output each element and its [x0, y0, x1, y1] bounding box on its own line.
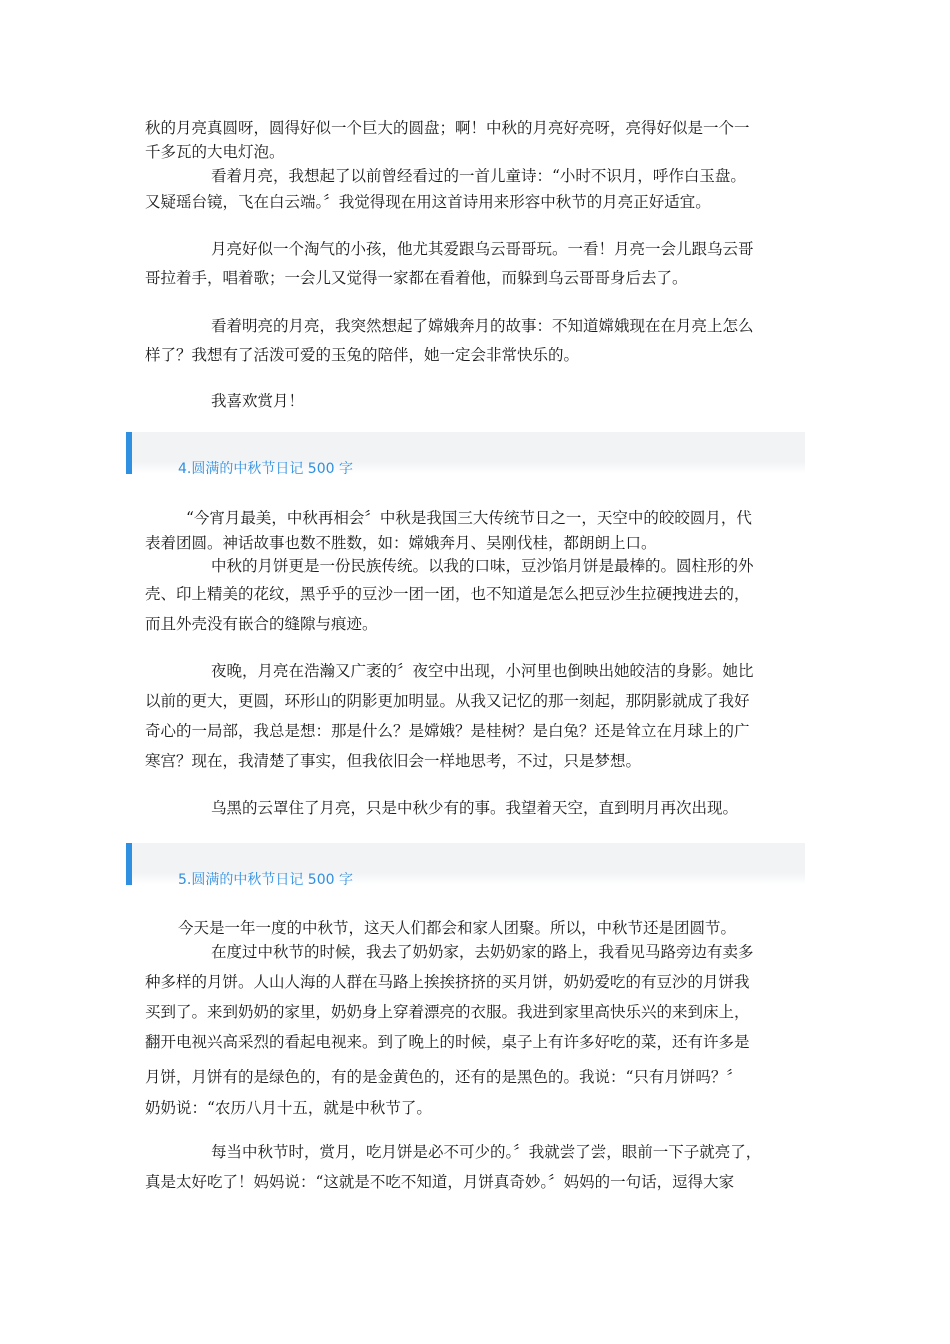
paragraph-line: 乌黑的云罩住了月亮，只是中秋少有的事。我望着天空，直到明月再次出现。 [211, 799, 739, 817]
paragraph-line: 中秋的月饼更是一份民族传统。以我的口味，豆沙馅月饼是最棒的。圆柱形的外 [211, 557, 754, 575]
paragraph-line: 每当中秋节时，赏月，吃月饼是必不可少的。〞我就尝了尝，眼前一下子就亮了， [211, 1143, 762, 1161]
paragraph-line: 奇心的一局部，我总是想：那是什么？是嫦娥？是桂树？是白兔？还是耸立在月球上的广 [145, 722, 750, 740]
paragraph-line: 我喜欢赏月！ [211, 392, 305, 410]
paragraph-line: 种多样的月饼。人山人海的人群在马路上挨挨挤挤的买月饼，奶奶爱吃的有豆沙的月饼我 [145, 973, 750, 991]
section-heading-text: 5.圆满的中秋节日记 500 字 [178, 872, 353, 888]
paragraph-line: 样了？我想有了活泼可爱的玉兔的陪伴，她一定会非常快乐的。 [145, 346, 580, 364]
paragraph-line: 夜晚，月亮在浩瀚又广袤的〞夜空中出现，小河里也倒映出她皎洁的身影。她比 [211, 662, 754, 680]
paragraph-line: 买到了。来到奶奶的家里，奶奶身上穿着漂亮的衣服。我进到家里高快乐兴的来到床上， [145, 1003, 750, 1021]
section-heading-text: 4.圆满的中秋节日记 500 字 [178, 461, 353, 477]
heading-accent-bar [126, 432, 132, 474]
paragraph-line: 哥拉着手，唱着歌；一会儿又觉得一家都在看着他，而躲到乌云哥哥身后去了。 [145, 269, 688, 287]
paragraph-line: 又疑瑶台镜，飞在白云端。〞我觉得现在用这首诗用来形容中秋节的月亮正好适宜。 [145, 193, 711, 211]
paragraph-line: 寒宫？现在，我清楚了事实，但我依旧会一样地思考，不过，只是梦想。 [145, 752, 642, 770]
paragraph-line: 秋的月亮真圆呀，圆得好似一个巨大的圆盘；啊！中秋的月亮好亮呀，亮得好似是一个一 [145, 119, 750, 137]
paragraph-line: “今宵月最美，中秋再相会〞中秋是我国三大传统节日之一，天空中的皎皎圆月，代 [186, 509, 752, 527]
paragraph-line: 表着团圆。神话故事也数不胜数，如：嫦娥奔月、吴刚伐桂，都朗朗上口。 [145, 534, 657, 552]
paragraph-line: 看着明亮的月亮，我突然想起了嫦娥奔月的故事：不知道嫦娥现在在月亮上怎么 [211, 317, 754, 335]
paragraph-line: 在度过中秋节的时候，我去了奶奶家，去奶奶家的路上，我看见马路旁边有卖多 [211, 943, 754, 961]
paragraph-line: 千多瓦的大电灯泡。 [145, 143, 285, 161]
heading-accent-bar [126, 843, 132, 885]
paragraph-line: 壳、印上精美的花纹，黑乎乎的豆沙一团一团，也不知道是怎么把豆沙生拉硬拽进去的， [145, 585, 750, 603]
paragraph-line: 月亮好似一个淘气的小孩，他尤其爱跟乌云哥哥玩。一看！月亮一会儿跟乌云哥 [211, 240, 754, 258]
paragraph-line: 以前的更大，更圆，环形山的阴影更加明显。从我又记忆的那一刻起，那阴影就成了我好 [145, 692, 750, 710]
section-heading-5 [126, 843, 805, 888]
paragraph-line: 奶奶说：“农历八月十五，就是中秋节了。 [145, 1099, 432, 1117]
paragraph-line: 翻开电视兴高采烈的看起电视来。到了晚上的时候，桌子上有许多好吃的菜，还有许多是 [145, 1033, 750, 1051]
paragraph-line: 今天是一年一度的中秋节，这天人们都会和家人团聚。所以，中秋节还是团圆节。 [178, 919, 737, 937]
paragraph-line: 看着月亮，我想起了以前曾经看过的一首儿童诗：“小时不识月，呼作白玉盘。 [211, 167, 746, 185]
section-heading-4 [126, 432, 805, 477]
paragraph-line: 而且外壳没有嵌合的缝隙与痕迹。 [145, 615, 378, 633]
paragraph-line: 真是太好吃了！妈妈说：“这就是不吃不知道，月饼真奇妙。〞妈妈的一句话，逗得大家 [145, 1173, 735, 1191]
paragraph-line: 月饼，月饼有的是绿色的，有的是金黄色的，还有的是黑色的。我说：“只有月饼吗？〞 [145, 1068, 742, 1086]
